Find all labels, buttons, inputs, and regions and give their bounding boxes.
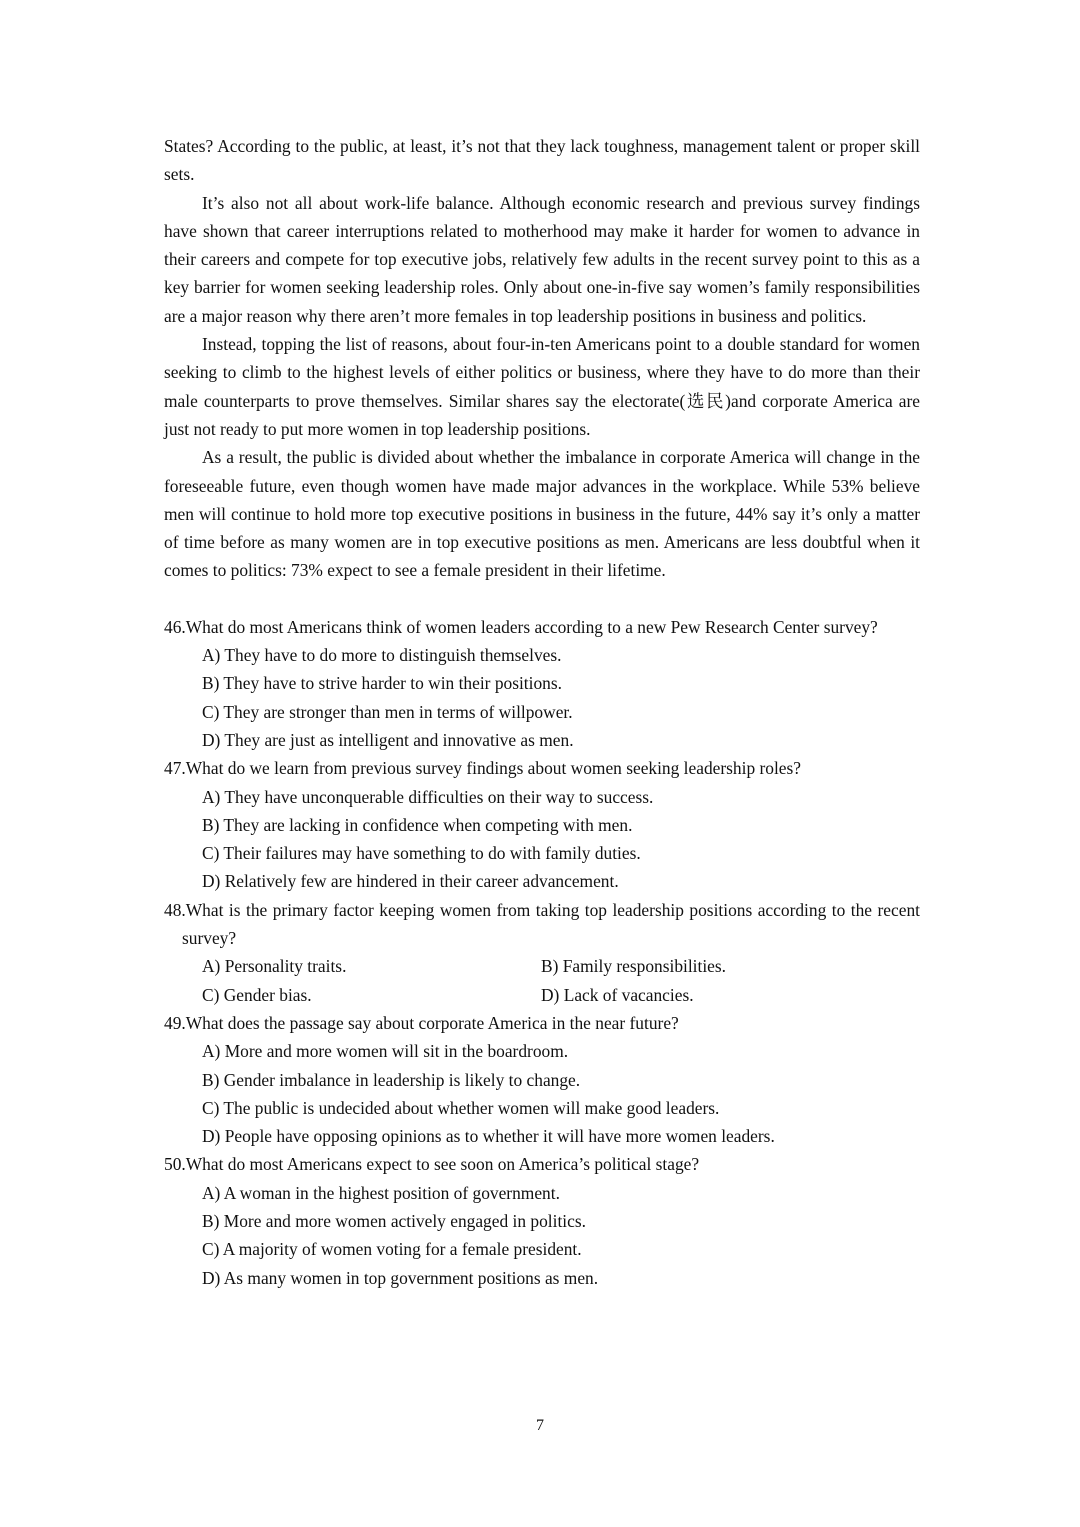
- answer-option[interactable]: C) They are stronger than men in terms of willpower.: [202, 701, 573, 722]
- question-text: What does the passage say about corporate America in the near future?: [185, 1012, 679, 1033]
- passage-paragraph: As a result, the public is divided about whether the imbalance in corporate America will change in the foreseeable future, even though women have made major advances in the workplace. While 53% believe men will continue to hold more top executive positions in business in the future, 44% say it’s only a matter of time before as many women are in top executive positions as men. Americans are less doubtful when it comes to politics: 73% expect to see a female president in their lifetime.: [164, 447, 920, 581]
- question-49: [164, 1009, 920, 1150]
- document-page: [164, 132, 920, 1292]
- question-stem: [164, 1150, 920, 1178]
- answer-option[interactable]: A) A woman in the highest position of government.: [202, 1182, 560, 1203]
- question-number: 47.: [164, 758, 186, 779]
- question-text: What do most Americans think of women leaders according to a new Pew Research Center survey?: [185, 616, 878, 637]
- question-46: [164, 613, 920, 754]
- question-text: What is the primary factor keeping women from taking top leadership positions according to the recent survey?: [182, 899, 920, 949]
- page-number: 7: [536, 1417, 544, 1434]
- answer-option[interactable]: B) They have to strive harder to win their positions.: [202, 673, 562, 694]
- reading-passage: [164, 132, 920, 585]
- answer-option[interactable]: A) Personality traits.: [202, 956, 347, 977]
- answer-option[interactable]: B) Gender imbalance in leadership is likely to change.: [202, 1069, 581, 1090]
- answer-option[interactable]: C) A majority of women voting for a female president.: [202, 1239, 582, 1260]
- answer-option[interactable]: A) They have to do more to distinguish themselves.: [202, 645, 562, 666]
- answer-option[interactable]: D) As many women in top government positions as men.: [202, 1267, 599, 1288]
- question-stem: [164, 1009, 920, 1037]
- answer-option[interactable]: D) People have opposing opinions as to whether it will have more women leaders.: [202, 1126, 775, 1147]
- answer-option[interactable]: A) More and more women will sit in the boardroom.: [202, 1041, 569, 1062]
- answer-option[interactable]: D) Lack of vacancies.: [541, 984, 694, 1005]
- question-stem: [164, 896, 920, 953]
- answer-option[interactable]: A) They have unconquerable difficulties on their way to success.: [202, 786, 654, 807]
- question-number: 50.: [164, 1154, 186, 1175]
- section-gap: [164, 585, 920, 613]
- question-number: 46.: [164, 616, 186, 637]
- answer-option[interactable]: B) Family responsibilities.: [541, 956, 727, 977]
- question-50: [164, 1150, 920, 1291]
- question-stem: [164, 754, 920, 782]
- passage-paragraph: Instead, topping the list of reasons, about four-in-ten Americans point to a double standard for women seeking to climb to the highest levels of either politics or business, where they have to do more than their male counterparts to prove themselves. Similar shares say the electorate(选民)and corporate America are just not ready to put more women in top leadership positions.: [164, 334, 920, 439]
- question-stem: [164, 613, 920, 641]
- answer-option[interactable]: B) More and more women actively engaged in politics.: [202, 1210, 586, 1231]
- answer-option[interactable]: C) Gender bias.: [202, 984, 312, 1005]
- answer-option[interactable]: C) Their failures may have something to do with family duties.: [202, 843, 641, 864]
- question-47: [164, 754, 920, 895]
- question-text: What do we learn from previous survey findings about women seeking leadership roles?: [185, 758, 802, 779]
- answer-option[interactable]: D) They are just as intelligent and innovative as men.: [202, 729, 574, 750]
- passage-paragraph: States? According to the public, at least, it’s not that they lack toughness, management talent or proper skill sets.: [164, 136, 920, 185]
- answer-option-row: [164, 952, 920, 980]
- answer-option[interactable]: C) The public is undecided about whether women will make good leaders.: [202, 1097, 720, 1118]
- passage-paragraph: It’s also not all about work-life balance. Although economic research and previous survey findings have shown that career interruptions related to motherhood may make it harder for women to advance in their careers and compete for top executive jobs, relatively few adults in the recent survey point to this as a key barrier for women seeking leadership roles. Only about one-in-five say women’s family responsibilities are a major reason why there aren’t more females in top leadership positions in business and politics.: [164, 192, 920, 326]
- answer-option[interactable]: B) They are lacking in confidence when competing with men.: [202, 814, 633, 835]
- answer-option-row: [164, 981, 920, 1009]
- answer-option[interactable]: D) Relatively few are hindered in their career advancement.: [202, 871, 619, 892]
- question-text: What do most Americans expect to see soon on America’s political stage?: [185, 1154, 700, 1175]
- question-list: [164, 613, 920, 1292]
- question-number: 48.: [164, 899, 186, 920]
- question-48: [164, 896, 920, 1009]
- question-number: 49.: [164, 1012, 186, 1033]
